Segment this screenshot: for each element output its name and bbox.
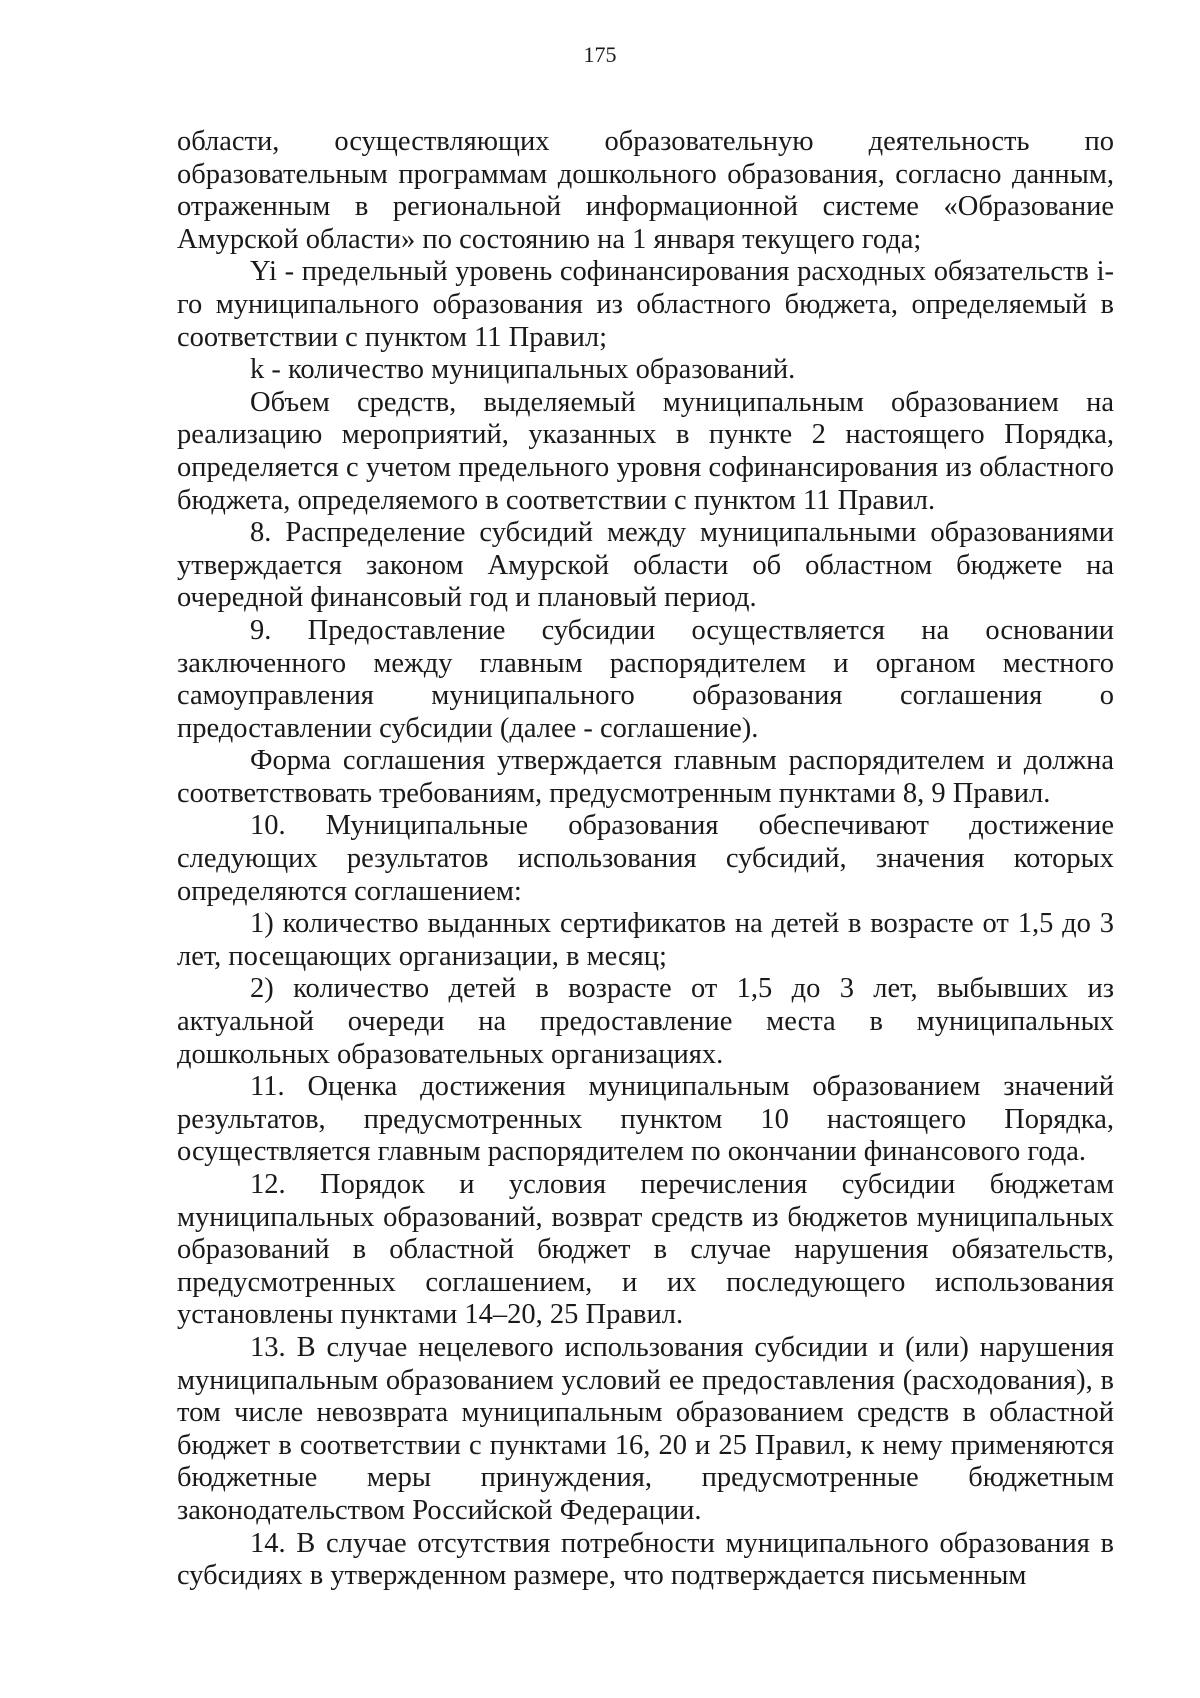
paragraph-k-definition: k - количество муниципальных образований.: [250, 354, 796, 386]
paragraph-clause-11: 11. Оценка достижения муниципальным образованием значений результатов, предусмотренных пунктом 10 настоящего Порядка, осуществляется главным распорядителем по окончании финансового года.: [177, 1071, 1114, 1168]
paragraph-clause-10: 10. Муниципальные образования обеспечивают достижение следующих результатов использования субсидий, значения которых определяются соглашением:: [177, 810, 1114, 907]
paragraph-clause-13: 13. В случае нецелевого использования субсидии и (или) нарушения муниципальным образованием условий ее предоставления (расходования), в том числе невозврата муниципальным образованием средств в областной бюджет в соответствии с пунктами 16, 20 и 25 Правил, к нему применяются бюджетные меры принуждения, предусмотренные бюджетным законодательством Российской Федерации.: [177, 1331, 1114, 1526]
paragraph-continuation: области, осуществляющих образовательную деятельность по образовательным программам дошкольного образования, согласно данным, отраженным в региональной информационной системе «Образование Амурской области» по состоянию на 1 января текущего года;: [177, 126, 1114, 255]
paragraph-clause-9: 9. Предоставление субсидии осуществляется на основании заключенного между главным распорядителем и органом местного самоуправления муниципального образования соглашения о предоставлении субсидии (далее - соглашение).: [177, 614, 1114, 744]
paragraph-funding-volume: Объем средств, выделяемый муниципальным образованием на реализацию мероприятий, указанных в пункте 2 настоящего Порядка, определяется с учетом предельного уровня софинансирования из областного бюджета, определяемого в соответствии с пунктом 11 Правил.: [177, 386, 1114, 516]
paragraph-clause-14: 14. В случае отсутствия потребности муниципального образования в субсидиях в утвержденном размере, что подтверждается письменным: [177, 1527, 1114, 1592]
paragraph-result-1: 1) количество выданных сертификатов на детей в возрасте от 1,5 до 3 лет, посещающих организации, в месяц;: [177, 908, 1114, 972]
paragraph-result-2: 2) количество детей в возрасте от 1,5 до 3 лет, выбывших из актуальной очереди на предоставление места в муниципальных дошкольных образовательных организациях.: [177, 973, 1114, 1070]
page-number: 175: [583, 42, 617, 67]
paragraph-agreement-form: Форма соглашения утверждается главным распорядителем и должна соответствовать требованиям, предусмотренным пунктами 8, 9 Правил.: [177, 745, 1114, 809]
paragraph-yi-definition: Yi - предельный уровень софинансирования расходных обязательств i-го муниципального образования из областного бюджета, определяемый в соответствии с пунктом 11 Правил;: [177, 256, 1114, 353]
document-body: [177, 126, 1114, 1593]
paragraph-clause-12: 12. Порядок и условия перечисления субсидии бюджетам муниципальных образований, возврат средств из бюджетов муниципальных образований в областной бюджет в случае нарушения обязательств, предусмотренных соглашением, и их последующего использования установлены пунктами 14–20, 25 Правил.: [177, 1169, 1114, 1331]
paragraph-clause-8: 8. Распределение субсидий между муниципальными образованиями утверждается законом Амурской области об областном бюджете на очередной финансовый год и плановый период.: [177, 517, 1114, 614]
